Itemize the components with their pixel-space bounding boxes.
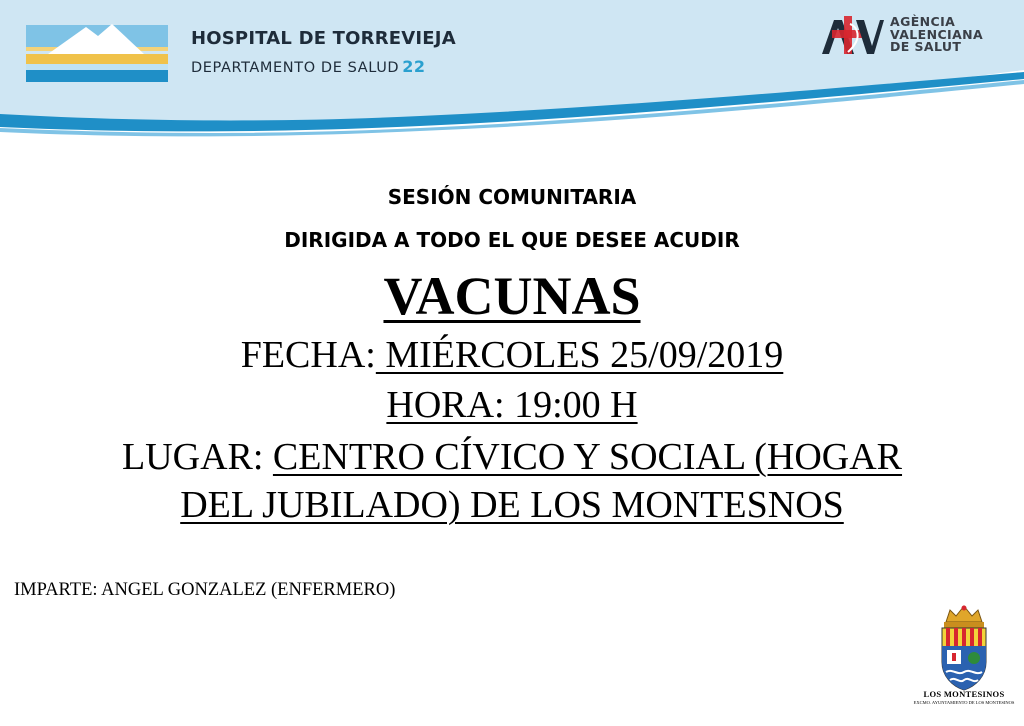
los-montesinos-crest-icon bbox=[932, 604, 996, 692]
time-line: HORA: 19:00 H bbox=[386, 384, 638, 426]
municipality-name: LOS MONTESINOS bbox=[923, 689, 1005, 699]
place-label: LUGAR: bbox=[121, 436, 264, 478]
municipality-subtitle: EXCMO. AYUNTAMIENTO DE LOS MONTESINOS bbox=[913, 700, 1015, 705]
agency-line: VALENCIANA bbox=[890, 26, 984, 42]
hospital-name: HOSPITAL DE TORREVIEJA bbox=[191, 28, 456, 49]
date-line bbox=[0, 332, 1024, 378]
place-value-line1: CENTRO CÍVICO Y SOCIAL (HOGAR bbox=[272, 436, 903, 478]
place-line bbox=[0, 434, 1024, 480]
hospital-torrevieja-logo-icon bbox=[26, 20, 168, 82]
audience-line: DIRIGIDA A TODO EL QUE DESEE ACUDIR bbox=[284, 228, 740, 252]
agency-line: DE SALUT bbox=[890, 39, 962, 54]
speaker-note: IMPARTE: ANGEL GONZALEZ (ENFERMERO) bbox=[14, 580, 396, 600]
event-title: VACUNAS bbox=[383, 266, 641, 326]
date-value: MIÉRCOLES 25/09/2019 bbox=[375, 334, 784, 376]
agencia-valenciana-logo-icon bbox=[820, 14, 884, 56]
agency-line: AGÈNCIA bbox=[890, 14, 956, 29]
department-number: 22 bbox=[402, 57, 426, 76]
agencia-valenciana-name bbox=[890, 16, 983, 54]
department-label: DEPARTAMENTO DE SALUD 22 bbox=[191, 57, 426, 76]
place-line-2 bbox=[0, 482, 1024, 528]
session-heading: SESIÓN COMUNITARIA bbox=[387, 185, 637, 209]
date-label: FECHA: bbox=[240, 334, 376, 376]
place-value-line2: DEL JUBILADO) DE LOS MONTESNOS bbox=[180, 484, 844, 526]
